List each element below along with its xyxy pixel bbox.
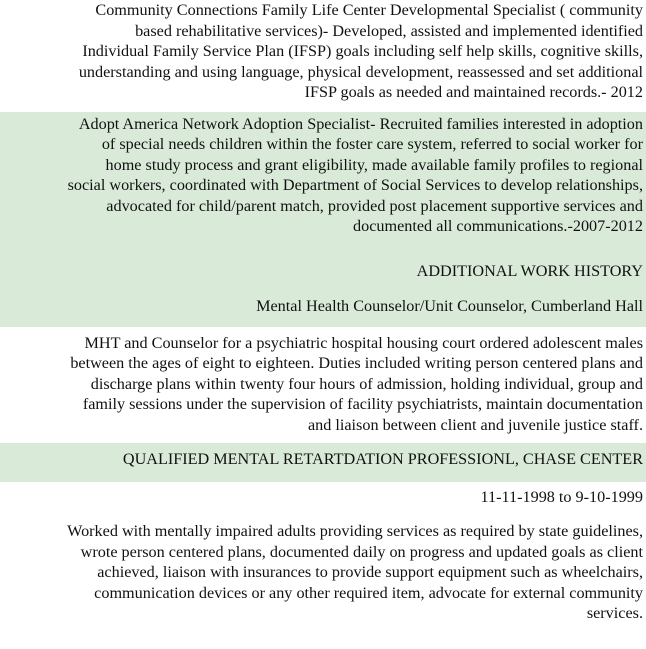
text-line: and liaison between client and juvenile justice staff. — [307, 415, 643, 434]
text-line: achieved, liaison with insurances to provide support equipment such as wheelchairs, — [97, 563, 643, 581]
text-line: Individual Family Service Plan (IFSP) goals including self help skills, cognitive skills, — [82, 42, 643, 60]
text-line: discharge plans within twenty four hours of admission, holding individual, group and — [90, 374, 643, 393]
chase-center-title-block — [0, 443, 646, 482]
section-heading: ADDITIONAL WORK HISTORY — [416, 261, 643, 280]
text-line: advocated for child/parent match, provided post placement supportive services and — [106, 196, 643, 215]
text-line: between the ages of eight to eighteen. Duties included writing person centered plans and — [70, 354, 643, 372]
text-line: Adopt America Network Adoption Specialist- Recruited families interested in adoption — [78, 114, 643, 133]
cumberland-title-block — [0, 290, 646, 327]
job-dates: 11-11-1998 to 9-10-1999 — [480, 487, 643, 506]
adopt-america-paragraph — [0, 112, 646, 248]
text-line: services. — [586, 604, 643, 622]
community-connections-paragraph — [0, 0, 646, 112]
text-line: Community Connections Family Life Center Developmental Specialist ( community — [95, 1, 643, 19]
text-line: of special needs children within the foster care system, referred to social worker for — [101, 135, 643, 153]
text-line: MHT and Counselor for a psychiatric hospital housing court ordered adolescent males — [84, 333, 643, 352]
text-line: home study process and grant eligibility, made available family profiles to regional — [105, 155, 643, 174]
text-line: communication devices or any other required item, advocate for external community — [94, 583, 643, 602]
text-line: wrote person centered plans, documented daily on progress and updated goals as client — [80, 542, 643, 561]
additional-work-history-heading — [0, 248, 646, 291]
chase-center-description-paragraph — [0, 513, 646, 624]
cumberland-description-paragraph — [0, 327, 646, 444]
text-line: documented all communications.-2007-2012 — [353, 217, 643, 235]
chase-center-dates-block — [0, 482, 646, 514]
text-line: Worked with mentally impaired adults providing services as required by state guidelines, — [67, 522, 643, 540]
job-title: Mental Health Counselor/Unit Counselor, Cumberland Hall — [256, 297, 643, 315]
text-line: IFSP goals as needed and maintained records.- 2012 — [304, 83, 643, 101]
text-line: based rehabilitative services)- Developed, assisted and implemented identified — [135, 21, 643, 40]
text-line: understanding and using language, physical development, reassessed and set additional — [78, 62, 643, 81]
text-line: social workers, coordinated with Department of Social Services to develop relationships, — [67, 176, 643, 194]
job-title: QUALIFIED MENTAL RETARTDATION PROFESSIONL, CHASE CENTER — [122, 450, 643, 468]
text-line: family sessions under the supervision of facility psychiatrists, maintain documentation — [82, 395, 643, 413]
